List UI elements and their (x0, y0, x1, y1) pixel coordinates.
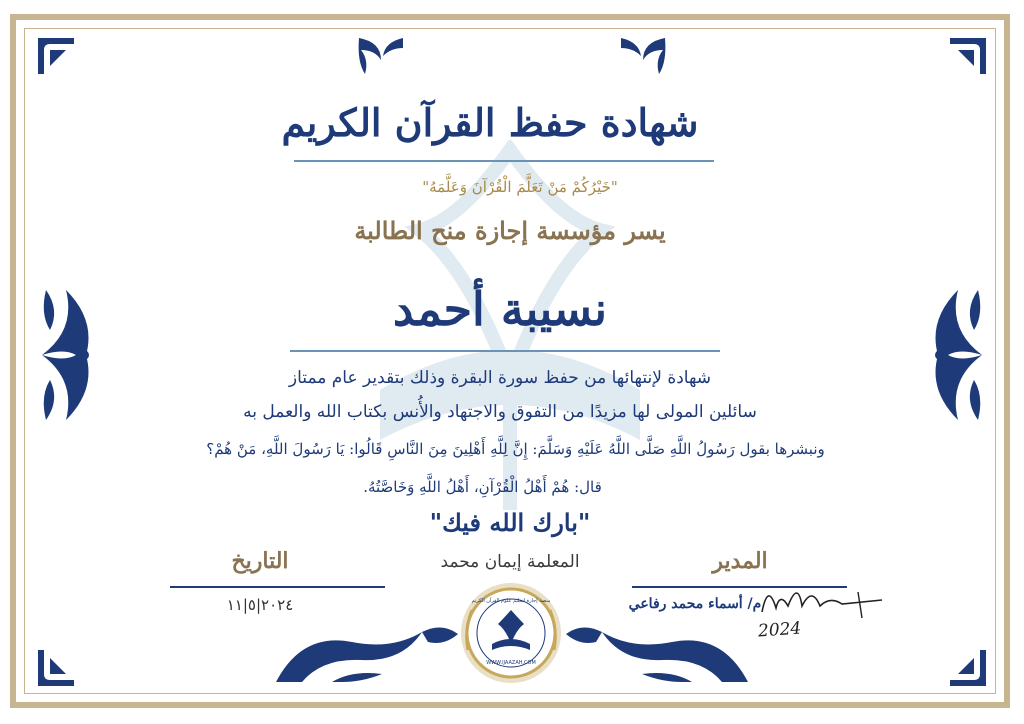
top-ornament-right (617, 36, 669, 76)
side-ornament-right (918, 270, 988, 440)
director-label: المدير (712, 548, 768, 574)
title-divider (294, 160, 714, 162)
certificate-title: شهادة حفظ القرآن الكريم (281, 100, 699, 145)
side-ornament-left (36, 270, 106, 440)
corner-ornament-top-right (948, 36, 988, 76)
director-name: م/ أسماء محمد رفاعي (628, 596, 762, 612)
name-divider (290, 350, 720, 352)
date-value: ٢٠٢٤|٥|١١ (226, 596, 294, 614)
date-line (170, 586, 385, 588)
body-line-3: ونبشرها بقول رَسُولُ اللَّهِ صَلَّى اللَّهُ عَلَيْهِ وَسَلَّمَ: إِنَّ لِلَّهِ أَهْلِينَ مِنَ النَّاسِ قَالُوا: يَا رَسُولَ اللَّهِ، مَنْ هُمْ؟ (206, 440, 825, 458)
institution-seal (458, 580, 564, 686)
signature-year: 2024 (757, 618, 802, 642)
date-label: التاريخ (231, 548, 289, 574)
hadith-quote: "خَيْرُكُمْ مَنْ تَعَلَّمَ الْقُرْآنَ وَعَلَّمَهُ" (422, 178, 618, 196)
seal-url: WWW.IJAAZAH.COM (486, 660, 536, 666)
body-line-2: سائلين المولى لها مزيدًا من التفوق والاجتهاد والأُنس بكتاب الله والعمل به (243, 402, 757, 422)
issuer-line: يسر مؤسسة إجازة منح الطالبة (354, 216, 666, 245)
corner-ornament-bottom-right (948, 648, 988, 688)
teacher-name: المعلمة إيمان محمد (440, 552, 580, 572)
top-ornament-left (355, 36, 407, 76)
student-name: نسيبة أحمد (392, 282, 608, 336)
body-line-1: شهادة لإنتهائها من حفظ سورة البقرة وذلك بتقدير عام ممتاز (288, 368, 712, 388)
corner-ornament-top-left (36, 36, 76, 76)
body-line-4: قال: هُمْ أَهْلُ الْقُرْآنِ، أَهْلُ اللَّهِ وَخَاصَّتُهُ. (363, 478, 602, 496)
corner-ornament-bottom-left (36, 648, 76, 688)
bottom-ornament-right (562, 612, 752, 684)
seal-text: منصة إجازة لتعليم علوم القرآن الكريم (471, 598, 551, 604)
blessing-text: "بارك الله فيك" (429, 508, 591, 537)
bottom-ornament-left (272, 612, 462, 684)
